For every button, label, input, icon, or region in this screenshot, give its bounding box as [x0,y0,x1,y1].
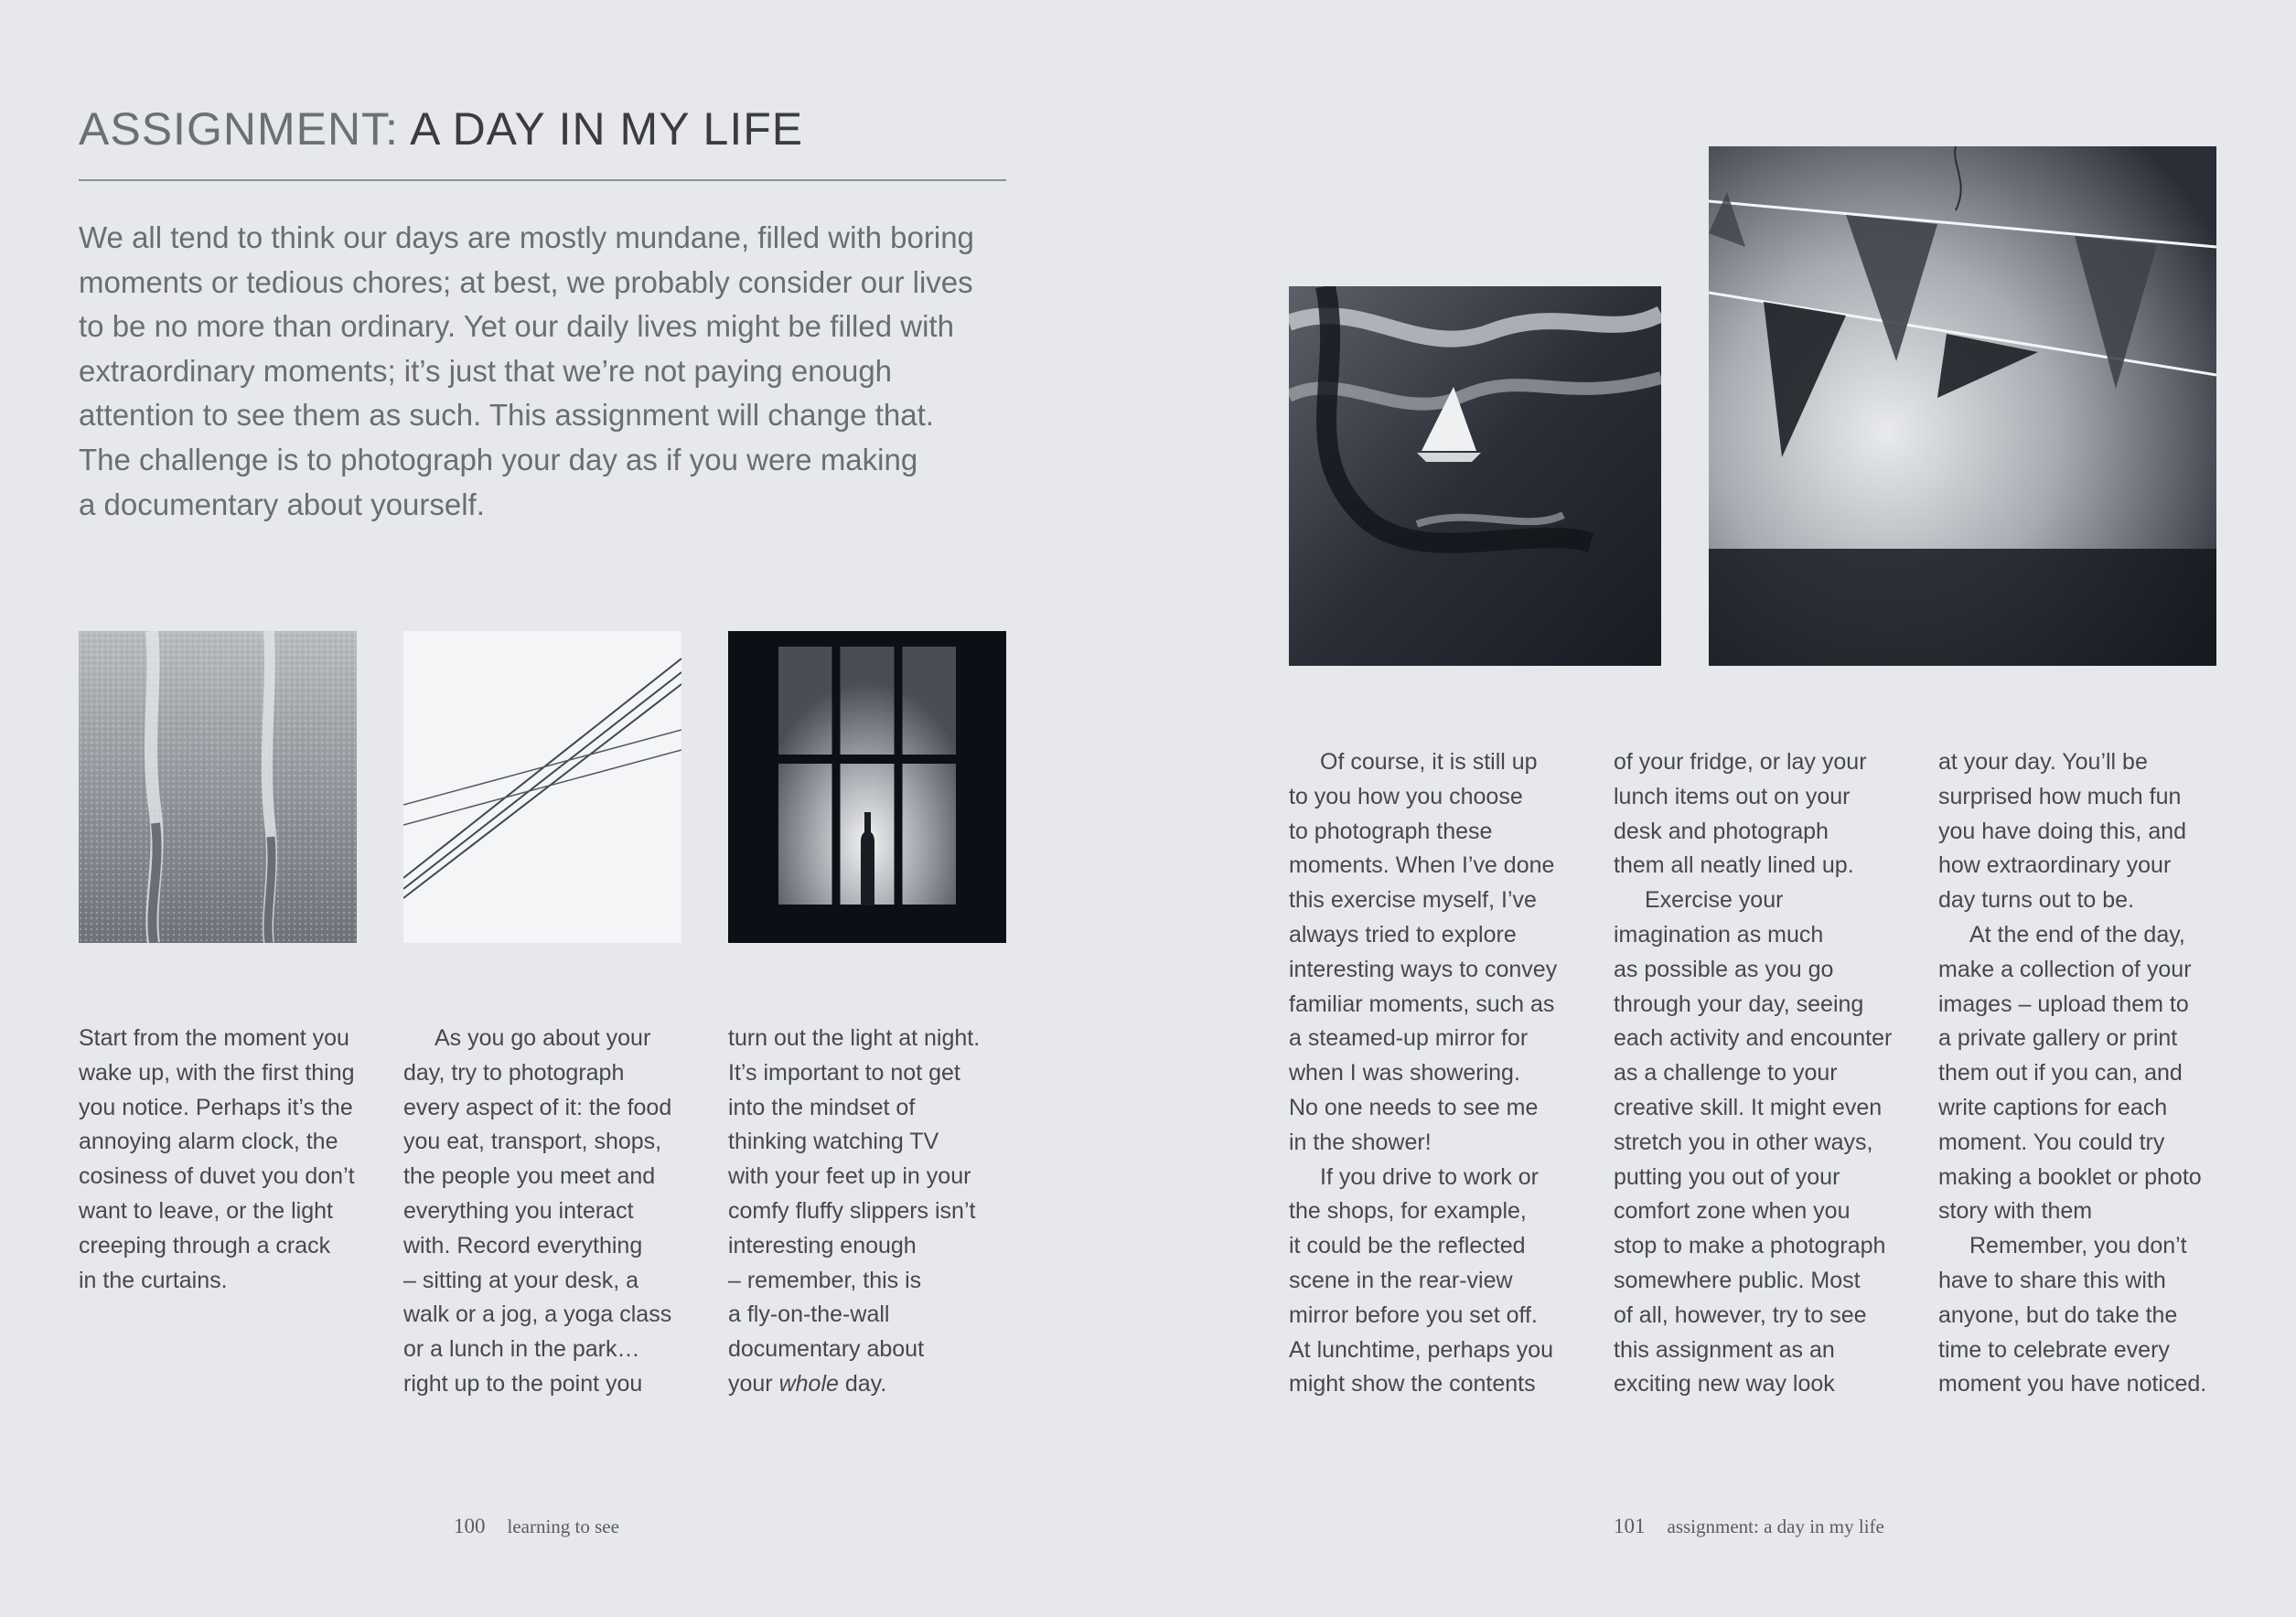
text-line: you notice. Perhaps it’s the [79,1094,353,1120]
text-line: always tried to explore [1289,921,1517,948]
text-line: Of course, it is still up [1320,749,1538,775]
text-line: documentary about [728,1336,925,1363]
text-line: imagination as much [1614,921,1824,948]
text-line: as possible as you go [1614,956,1834,982]
text-line: comfy fluffy slippers isn’t [728,1197,976,1224]
text-line: of all, however, try to see [1614,1301,1867,1328]
text-line: the people you meet and [403,1163,656,1190]
text-line: At the end of the day, [1969,921,2185,948]
text-line: mirror before you set off. [1289,1301,1538,1328]
text-line: with. Record everything [403,1232,643,1258]
text-fragment: your [728,1370,773,1397]
text-line: Start from the moment you [79,1025,349,1051]
text-line: them out if you can, and [1938,1060,2183,1087]
page-footer-right [1614,1515,1884,1538]
text-line: somewhere public. Most [1614,1267,1861,1293]
photo-paper-boat [1289,286,1661,666]
text-line: the shops, for example, [1289,1198,1527,1225]
body-column-2 [403,1022,696,1402]
text-line: with your feet up in your [728,1163,971,1190]
photo-night-window [728,631,1006,943]
intro-line: to be no more than ordinary. Yet our daily lives might be filled with [79,309,954,344]
text-line: every aspect of it: the food [403,1094,672,1120]
body-column-1 [79,1022,371,1298]
text-line: when I was showering. [1289,1060,1520,1087]
text-line: At lunchtime, perhaps you [1289,1336,1554,1363]
title-divider [79,179,1006,181]
text-line: putting you out of your [1614,1163,1840,1190]
text-line: everything you interact [403,1197,634,1224]
text-line: story with them [1938,1198,2093,1225]
text-line: to you how you choose [1289,783,1523,809]
text-line: day turns out to be. [1938,887,2135,914]
text-line: or a lunch in the park… [403,1336,640,1363]
text-line: moment you have noticed. [1938,1371,2207,1397]
text-line: stretch you in other ways, [1614,1129,1873,1155]
text-line [728,1367,1021,1402]
text-line: turn out the light at night. [728,1025,981,1051]
text-line: have to share this with [1938,1267,2166,1293]
text-line: lunch items out on your [1614,783,1851,809]
text-line: desk and photograph [1614,818,1829,844]
text-line: of your fridge, or lay your [1614,749,1867,775]
text-line: thinking watching TV [728,1129,939,1155]
text-line: moments. When I’ve done [1289,852,1555,879]
page-number: 101 [1614,1515,1646,1537]
running-head: assignment: a day in my life [1667,1515,1884,1537]
page-title [79,102,803,155]
text-line: creative skill. It might even [1614,1094,1883,1120]
text-line: how extraordinary your [1938,852,2172,879]
text-line: No one needs to see me [1289,1094,1539,1120]
text-line: making a booklet or photo [1938,1163,2202,1190]
text-line: it could be the reflected [1289,1233,1526,1259]
text-line: cosiness of duvet you don’t [79,1163,355,1190]
text-line: write captions for each [1938,1094,2168,1120]
intro-line: The challenge is to photograph your day as if you were making [79,442,918,477]
text-line: as a challenge to your [1614,1060,1838,1087]
text-line: a fly-on-the-wall [728,1301,890,1328]
text-line: As you go about your [435,1025,651,1051]
text-line: time to celebrate every [1938,1336,2170,1363]
running-head: learning to see [507,1515,619,1537]
body-column-5 [1614,745,1906,1402]
text-line: anyone, but do take the [1938,1301,2178,1328]
text-line: creeping through a crack [79,1232,331,1258]
text-line: each activity and encounter [1614,1025,1893,1052]
text-line: scene in the rear-view [1289,1267,1513,1293]
intro-line: attention to see them as such. This assignment will change that. [79,398,934,433]
text-line: this exercise myself, I’ve [1289,887,1537,914]
intro-line: We all tend to think our days are mostly mundane, filled with boring [79,220,974,254]
photo-power-lines [403,631,681,943]
text-line: surprised how much fun [1938,783,2182,809]
text-line: right up to the point you [403,1370,643,1397]
intro-paragraph [79,216,993,527]
text-line: day, try to photograph [403,1059,625,1086]
body-column-4 [1289,745,1582,1402]
text-line: If you drive to work or [1320,1163,1539,1190]
text-line: want to leave, or the light [79,1197,333,1224]
text-fragment: day. [844,1370,887,1397]
text-line: wake up, with the first thing [79,1059,355,1086]
text-line: annoying alarm clock, the [79,1129,338,1155]
text-line: Remember, you don’t [1969,1233,2187,1259]
right-page [1148,0,2296,1617]
text-line: moment. You could try [1938,1129,2165,1155]
text-line: into the mindset of [728,1094,916,1120]
text-line: through your day, seeing [1614,991,1864,1017]
text-line: interesting enough [728,1232,917,1258]
text-line: make a collection of your [1938,956,2192,982]
text-line: in the curtains. [79,1267,228,1293]
text-line: exciting new way look [1614,1371,1835,1397]
text-line: stop to make a photograph [1614,1233,1886,1259]
title-prefix: ASSIGNMENT: [79,103,399,155]
text-line: interesting ways to convey [1289,956,1558,982]
text-line: might show the contents [1289,1371,1536,1397]
text-line: you eat, transport, shops, [403,1129,662,1155]
photo-bunting-shadows [1709,146,2216,666]
photo-rain-window [79,631,357,943]
title-main: A DAY IN MY LIFE [410,103,804,155]
text-line: them all neatly lined up. [1614,852,1854,879]
text-line: It’s important to not get [728,1059,960,1086]
emphasis-text: whole [778,1370,839,1397]
text-line: this assignment as an [1614,1336,1835,1363]
intro-line: extraordinary moments; it’s just that we’re not paying enough [79,353,893,388]
text-line: you have doing this, and [1938,818,2187,844]
text-line: walk or a jog, a yoga class [403,1301,672,1328]
text-line: comfort zone when you [1614,1198,1851,1225]
intro-line: moments or tedious chores; at best, we probably consider our lives [79,264,973,299]
text-line: – remember, this is [728,1267,922,1293]
text-line: a private gallery or print [1938,1025,2178,1052]
page-footer-left [454,1515,619,1538]
text-line: a steamed-up mirror for [1289,1025,1529,1052]
body-column-6 [1938,745,2231,1402]
intro-line: a documentary about yourself. [79,487,485,521]
body-column-3 [728,1022,1021,1402]
page-number: 100 [454,1515,486,1537]
text-line: at your day. You’ll be [1938,749,2148,775]
text-line: – sitting at your desk, a [403,1267,639,1293]
text-line: to photograph these [1289,818,1493,844]
text-line: images – upload them to [1938,991,2189,1017]
text-line: in the shower! [1289,1129,1432,1155]
text-line: Exercise your [1645,887,1784,914]
text-line: familiar moments, such as [1289,991,1555,1017]
